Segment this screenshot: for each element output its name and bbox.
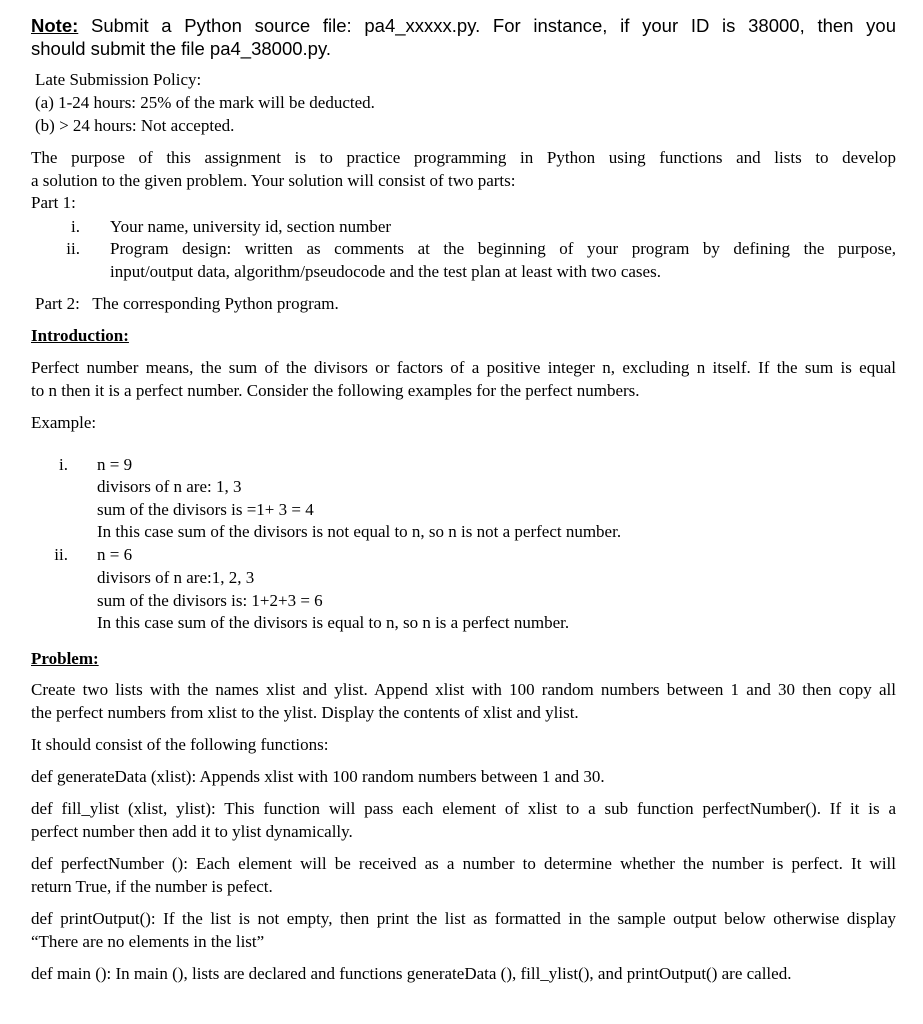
late-policy-item-b: (b) > 24 hours: Not accepted. xyxy=(35,116,235,135)
example-line: sum of the divisors is =1+ 3 = 4 xyxy=(97,500,314,519)
purpose-line-1: The purpose of this assignment is to practice programming in Python using functions and lists to develop xyxy=(31,148,896,167)
function-line: return True, if the number is pefect. xyxy=(31,876,273,896)
example-line: n = 6 xyxy=(97,545,133,564)
example-label: Example: xyxy=(31,413,97,432)
introduction-heading: Introduction: xyxy=(31,326,129,345)
part1-item-marker: i. xyxy=(71,217,80,236)
note-line-1 xyxy=(31,14,896,37)
function-line: def printOutput(): If the list is not empty, then print the list as formatted in the sample output below otherwise display xyxy=(31,909,896,928)
purpose-paragraph xyxy=(31,147,896,192)
problem-line: the perfect numbers from xlist to the ylist. Display the contents of xlist and ylist. xyxy=(31,702,579,722)
function-line: perfect number then add it to ylist dynamically. xyxy=(31,821,353,841)
part1-item-line: input/output data, algorithm/pseudocode and the test plan at least with two cases. xyxy=(110,261,661,281)
problem-line: Create two lists with the names xlist and ylist. Append xlist with 100 random numbers between 1 and 30 then copy all xyxy=(31,680,896,699)
function-line: def perfectNumber (): Each element will be received as a number to determine whether the number is perfect. It will xyxy=(31,854,896,873)
function-fill-ylist xyxy=(31,798,896,843)
note-line-2: should submit the file pa4_38000.py. xyxy=(31,38,331,59)
part1-item-line: Program design: written as comments at the beginning of your program by defining the purpose, xyxy=(110,239,896,258)
introduction-line-2: to n then it is a perfect number. Consider the following examples for the perfect numbers. xyxy=(31,380,640,400)
example-marker: i. xyxy=(59,455,68,474)
part1-item-text xyxy=(110,238,896,283)
part2-text: Part 2: The corresponding Python program. xyxy=(35,294,339,313)
example-line: n = 9 xyxy=(97,455,133,474)
problem-heading: Problem: xyxy=(31,649,99,668)
function-generate-data: def generateData (xlist): Appends xlist with 100 random numbers between 1 and 30. xyxy=(31,767,605,786)
part1-label: Part 1: xyxy=(31,193,76,212)
example-marker: ii. xyxy=(54,545,68,564)
part1-item-marker: ii. xyxy=(66,239,80,258)
introduction-paragraph xyxy=(31,357,896,402)
example-line: sum of the divisors is: 1+2+3 = 6 xyxy=(97,591,323,610)
introduction-line-1: Perfect number means, the sum of the divisors or factors of a positive integer n, excluding n itself. If the sum is equal xyxy=(31,358,896,377)
problem-paragraph xyxy=(31,679,896,724)
late-policy-title: Late Submission Policy: xyxy=(35,70,202,89)
example-line: divisors of n are: 1, 3 xyxy=(97,477,242,496)
note-label: Note: xyxy=(31,15,79,36)
part1-item-text: Your name, university id, section number xyxy=(110,217,392,236)
example-line: In this case sum of the divisors is equal to n, so n is a perfect number. xyxy=(97,613,570,632)
function-print-output xyxy=(31,908,896,953)
late-policy-item-a: (a) 1-24 hours: 25% of the mark will be deducted. xyxy=(35,93,375,112)
note-paragraph xyxy=(31,14,896,60)
purpose-line-2: a solution to the given problem. Your solution will consist of two parts: xyxy=(31,170,516,190)
functions-intro: It should consist of the following functions: xyxy=(31,735,329,754)
function-line: def fill_ylist (xlist, ylist): This function will pass each element of xlist to a sub function perfectNumber(). If it is a xyxy=(31,799,896,818)
function-perfect-number xyxy=(31,853,896,898)
example-line: divisors of n are:1, 2, 3 xyxy=(97,568,255,587)
function-main: def main (): In main (), lists are declared and functions generateData (), fill_ylist(), and printOutput() are called. xyxy=(31,964,792,983)
example-line: In this case sum of the divisors is not equal to n, so n is not a perfect number. xyxy=(97,522,622,541)
note-text-1: Submit a Python source file: pa4_xxxxx.py. For instance, if your ID is 38000, then you xyxy=(91,15,896,36)
function-line: “There are no elements in the list” xyxy=(31,931,265,951)
